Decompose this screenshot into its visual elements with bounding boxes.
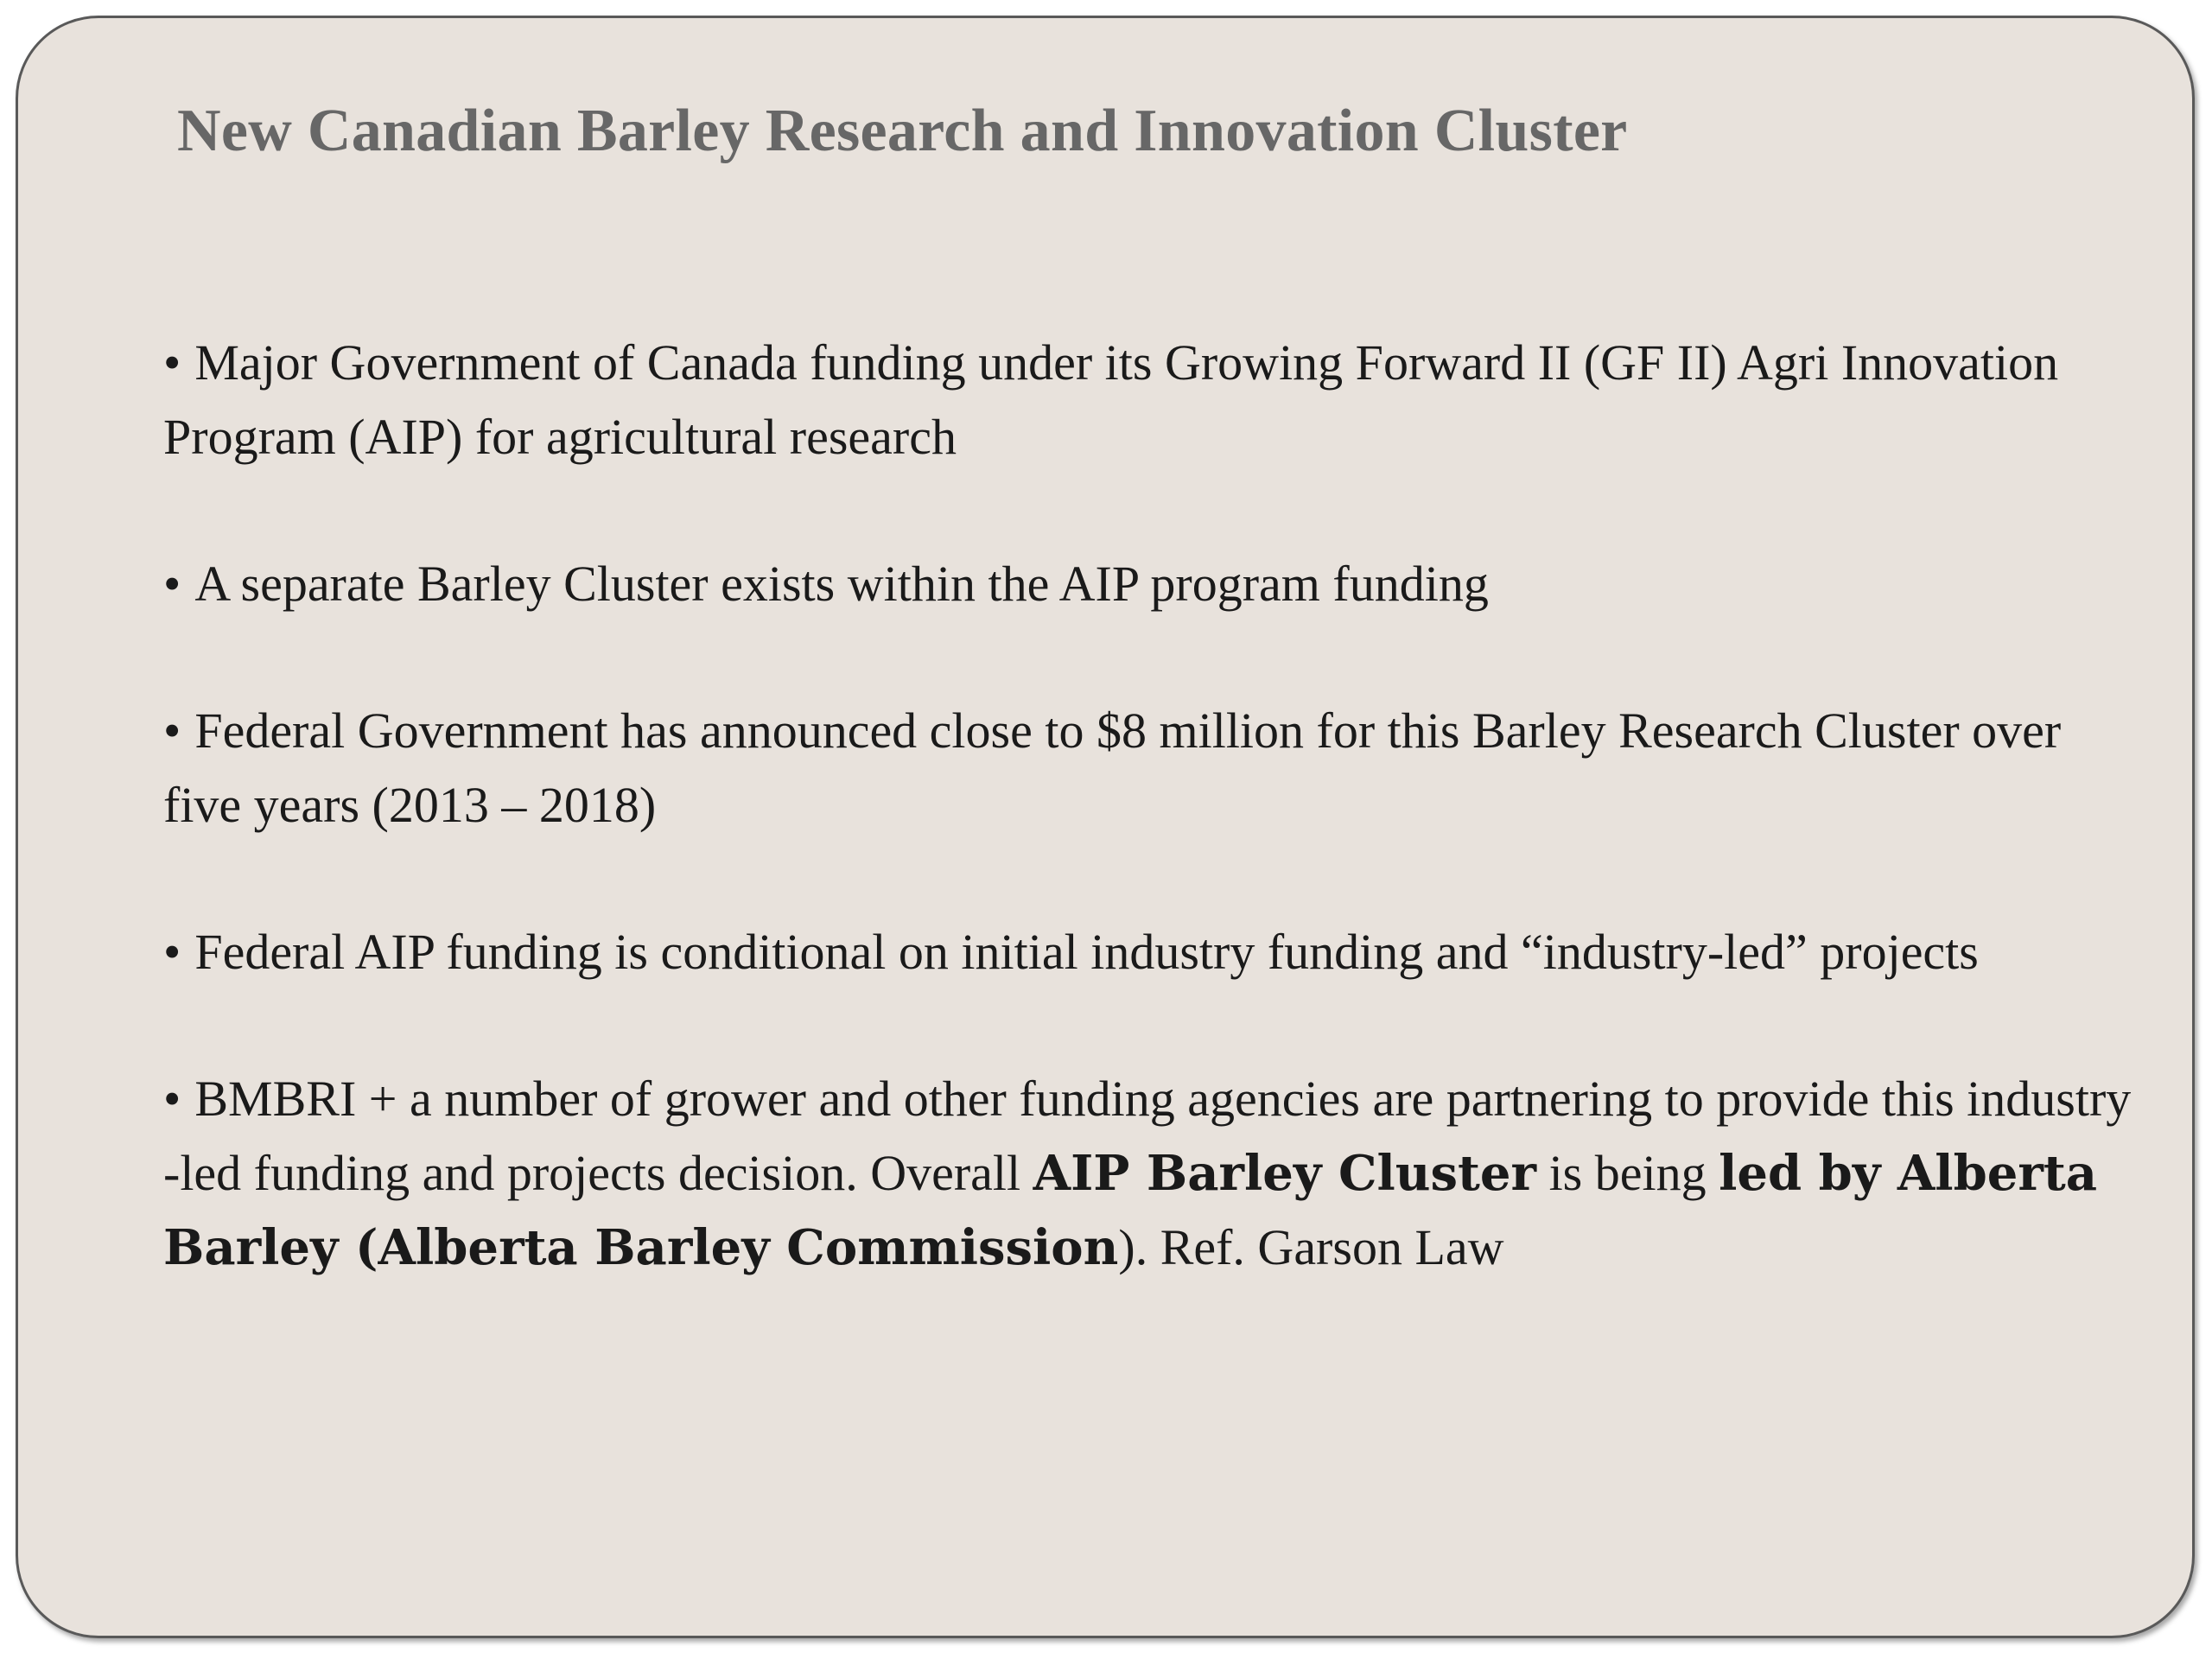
bullet-icon: • <box>163 702 181 759</box>
bullet-emphasis: led by Alberta Barley (Alberta Barley Commission <box>163 1145 2098 1276</box>
slide-title: New Canadian Barley Research and Innovation Cluster <box>177 98 1628 164</box>
bullet-item <box>163 547 2142 621</box>
bullet-text: A separate Barley Cluster exists within the AIP program funding <box>194 556 1489 612</box>
bullet-emphasis: AIP Barley Cluster <box>1033 1145 1537 1202</box>
bullet-item <box>163 326 2142 474</box>
bullet-text: is being <box>1536 1145 1719 1201</box>
bullet-text: Major Government of Canada funding under its Growing Forward II (GF II) Agri Innovation Program (AIP) for agricultural research <box>163 334 2059 465</box>
bullet-icon: • <box>163 924 181 980</box>
slide-body <box>163 326 2142 1357</box>
bullet-text: Federal AIP funding is conditional on initial industry funding and “industry-led” projects <box>194 924 1979 980</box>
bullet-icon: • <box>163 556 181 612</box>
bullet-item <box>163 1062 2142 1285</box>
bullet-text: BMBRI + a number of grower and other funding agencies are partnering to provide this industry -led funding and projects decision. Overall <box>163 1071 2132 1201</box>
bullet-icon: • <box>163 334 181 391</box>
bullet-text: ). Ref. Garson Law <box>1118 1219 1504 1275</box>
bullet-text: Federal Government has announced close to $8 million for this Barley Research Cluster over five years (2013 – 2018) <box>163 702 2062 833</box>
bullet-icon: • <box>163 1071 181 1127</box>
bullet-item <box>163 915 2142 989</box>
slide-panel <box>16 16 2195 1638</box>
bullet-item <box>163 694 2142 842</box>
